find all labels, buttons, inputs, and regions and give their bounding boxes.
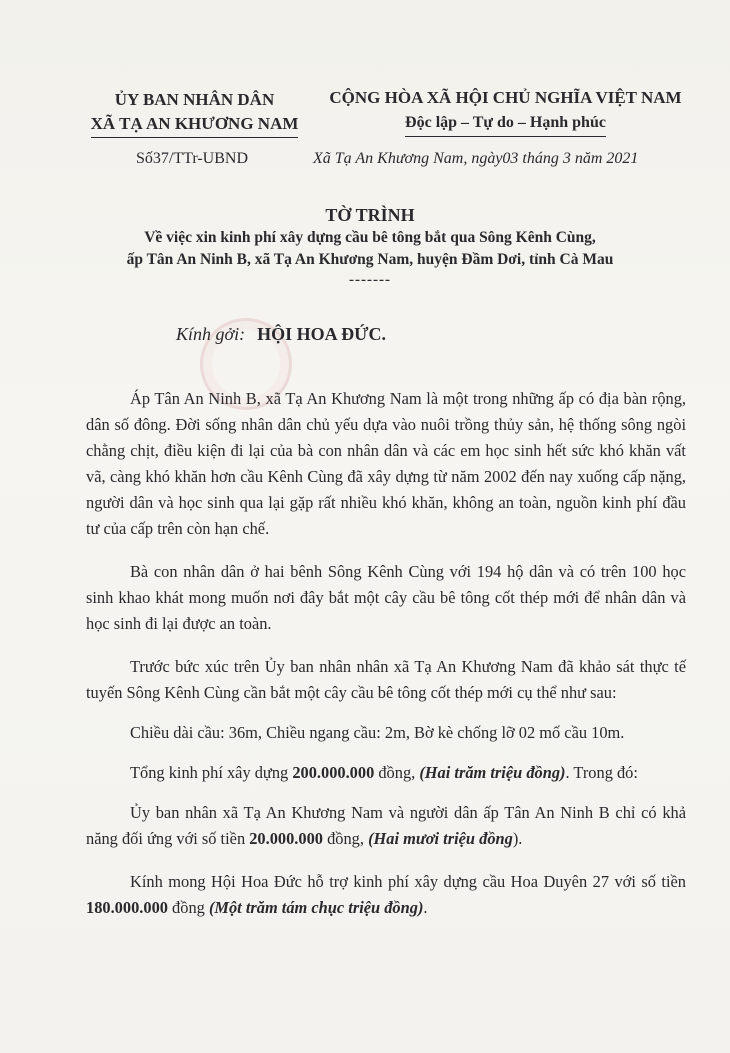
p6-text: Ủy ban nhân xã Tạ An Khương Nam và người dân ấp Tân An Ninh B chỉ có khả năng đối ứng với số tiền [86, 803, 686, 848]
national-title: CỘNG HÒA XÃ HỘI CHỦ NGHĨA VIỆT NAM [329, 88, 682, 107]
paragraph-2: Bà con nhân dân ở hai bênh Sông Kênh Cùng với 194 hộ dân và có trên 100 học sinh khao khát mong muốn nơi đây bắt một cây cầu bê tông cốt thép mới để nhân dân và học sinh đi lại được an toàn. [86, 562, 686, 633]
p6-unit: đồng, [323, 829, 369, 848]
paragraph-7 [86, 869, 686, 921]
document-body [86, 386, 686, 938]
document-title: TỜ TRÌNH [325, 205, 415, 225]
requested-amount-words: (Một trăm tám chục triệu đồng) [208, 898, 424, 917]
local-amount-words: (Hai mươi triệu đồng [368, 829, 513, 848]
total-amount: 200.000.000 [292, 763, 375, 782]
title-block [100, 203, 640, 289]
document-number: Số37/TTr-UBND [136, 150, 248, 167]
national-header [318, 86, 693, 137]
p6-tail: ). [512, 829, 523, 848]
p5-unit: đồng, [374, 763, 420, 782]
paragraph-6 [86, 800, 686, 852]
subject-line-2: ấp Tân An Ninh B, xã Tạ An Khương Nam, huyện Đầm Dơi, tỉnh Cà Mau [126, 251, 614, 268]
p7-tail: . [423, 898, 428, 917]
issuer-line-1: ỦY BAN NHÂN DÂN [114, 90, 275, 109]
local-amount: 20.000.000 [249, 829, 323, 848]
paragraph-1: Áp Tân An Ninh B, xã Tạ An Khương Nam là một trong những ấp có địa bàn rộng, dân số đông. Đời sống nhân dân chủ yếu dựa vào nuôi trồng thủy sản, hệ thống sông ngòi chằng chịt, điều kiện đi lại của bà con nhân dân và các em học sinh hết sức khó khăn vất vã, càng khó khăn hơn cầu Kênh Cùng đã xây dựng từ năm 2002 đến nay xuống cấp nặng, người dân và học sinh qua lại gặp rất nhiều khó khăn, không an toàn, nguồn kinh phí đầu tư của cấp trên còn hạn chế. [86, 389, 686, 538]
issuer-line-2: XÃ TẠ AN KHƯƠNG NAM [91, 112, 299, 138]
p5-text: Tổng kinh phí xây dựng [130, 763, 293, 782]
subject-line-1: Về việc xin kinh phí xây dựng cầu bê tông bắt qua Sông Kênh Cùng, [144, 229, 596, 246]
title-separator: ------- [349, 272, 391, 288]
paragraph-5 [86, 760, 686, 786]
issuer-header [82, 88, 307, 138]
p7-text: Kính mong Hội Hoa Đức hỗ trợ kinh phí xây dựng cầu Hoa Duyên 27 với số tiền [130, 872, 686, 891]
requested-amount: 180.000.000 [86, 898, 168, 917]
total-amount-words: (Hai trăm triệu đồng) [419, 763, 566, 782]
recipient-name: HỘI HOA ĐỨC. [257, 324, 386, 344]
p5-tail: . Trong đó: [565, 763, 638, 782]
paragraph-3: Trước bức xúc trên Ủy ban nhân nhân xã Tạ An Khương Nam đã khảo sát thực tế tuyến Sông Kênh Cùng cần bắt một cây cầu bê tông cốt thép mới cụ thể như sau: [86, 657, 686, 702]
document-date: Xã Tạ An Khương Nam, ngày03 tháng 3 năm 2021 [313, 150, 639, 167]
recipient-line [176, 324, 386, 345]
national-motto: Độc lập – Tự do – Hạnh phúc [405, 111, 606, 137]
p7-unit: đồng [167, 898, 209, 917]
paragraph-4: Chiều dài cầu: 36m, Chiều ngang cầu: 2m, Bờ kè chống lỡ 02 mố cầu 10m. [130, 723, 625, 742]
recipient-label: Kính gởi: [176, 324, 246, 344]
